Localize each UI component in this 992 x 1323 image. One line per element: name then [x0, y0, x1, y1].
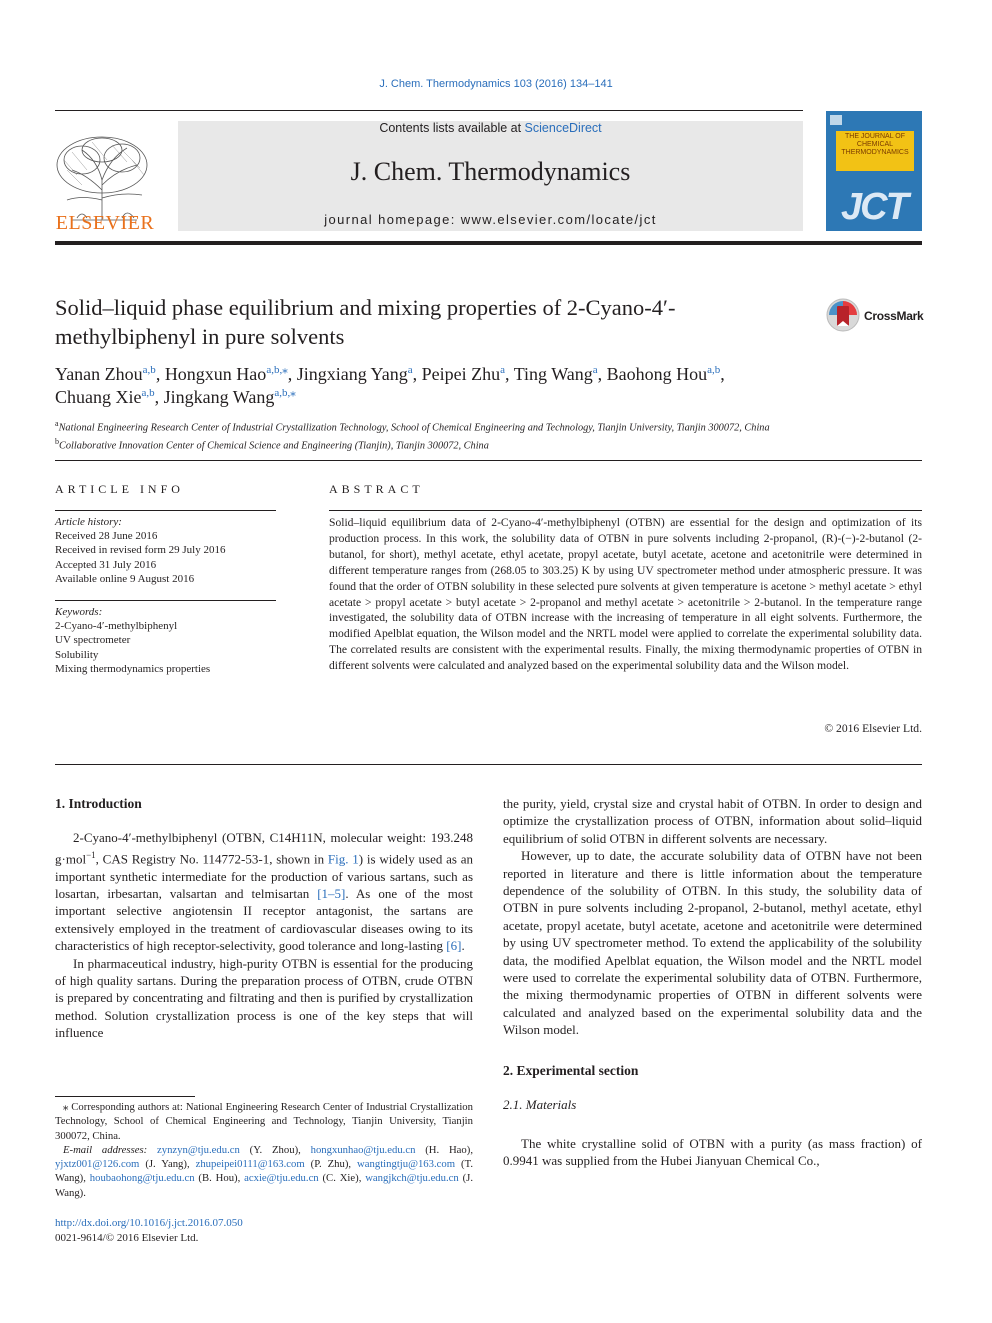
- article-info-heading: ARTICLE INFO: [55, 482, 184, 496]
- issn: 0021-9614/© 2016 Elsevier Ltd.: [55, 1231, 199, 1244]
- author-name[interactable]: Jingkang Wang: [163, 387, 275, 407]
- footnotes: [55, 1100, 473, 1200]
- reference-link[interactable]: [1–5]: [317, 885, 346, 901]
- email-owner: (J. Yang),: [139, 1158, 196, 1171]
- keyword-item: Solubility: [55, 648, 99, 661]
- abstract-rule: [329, 510, 922, 511]
- paragraph: 2-Cyano-4′-methylbiphenyl (OTBN, C14H11N, molecular weight: 193.248 g·mol$^{-1}$, CAS Registry No. 114772-53-1, shown in Fig. 1) is widely used as an important synthetic intermediate for the production of various sartans, such as losartan, irbesartan, valsartan and telmisartan [1–5]. As one of the most important selective angiotensin II receptor antagonist, the sartans are extensively employed in the treatment of cardiovascular diseases owing to its characteristics of high receptor-selectivity, good tolerance and long-lasting [6].: [55, 830, 474, 954]
- doi-block: [55, 1216, 243, 1245]
- abstract-copyright: © 2016 Elsevier Ltd.: [824, 722, 922, 735]
- body-column-left: [55, 795, 473, 1042]
- affiliation-b: $^b$Collaborative Innovation Center of Chemical Science and Engineering (Tianjin), Tianjin 300072, China: [55, 437, 489, 452]
- cover-publisher-icon: [830, 115, 842, 125]
- author-affiliation-marker[interactable]: a: [407, 364, 413, 376]
- author-affiliation-marker[interactable]: a: [592, 364, 598, 376]
- author-separator: ,: [155, 364, 165, 384]
- email-owner: (H. Hao),: [415, 1143, 473, 1156]
- author-name[interactable]: Hongxun Hao: [164, 364, 267, 384]
- crossmark-label: CrossMark: [864, 309, 924, 323]
- author-affiliation-marker[interactable]: a,b,⁎: [266, 364, 288, 376]
- doi-link[interactable]: http://dx.doi.org/10.1016/j.jct.2016.07.050: [55, 1217, 243, 1229]
- author-affiliation-marker[interactable]: a,b,⁎: [274, 387, 296, 399]
- author-separator: ,: [412, 364, 422, 384]
- author-name[interactable]: Peipei Zhu: [421, 364, 501, 384]
- journal-homepage: journal homepage: www.elsevier.com/locate/jct: [324, 212, 657, 227]
- keywords-label: Keywords:: [55, 606, 103, 618]
- figure-link[interactable]: Fig. 1: [327, 851, 359, 867]
- history-item: Available online 9 August 2016: [55, 572, 195, 585]
- keyword-item: 2-Cyano-4′-methylbiphenyl: [55, 620, 178, 633]
- email-link[interactable]: acxie@tju.edu.cn: [244, 1172, 319, 1185]
- author-separator: ,: [597, 364, 607, 384]
- history-item: Received in revised form 29 July 2016: [55, 544, 226, 557]
- body-column-right: [503, 795, 922, 1169]
- email-link[interactable]: wangtingtju@163.com: [357, 1158, 456, 1171]
- journal-title: J. Chem. Thermodynamics: [350, 157, 631, 186]
- crossmark-button[interactable]: [826, 298, 924, 334]
- keywords-rule: [55, 600, 276, 601]
- paragraph: the purity, yield, crystal size and crystal habit of OTBN. In order to design and optimize the crystallization process of OTBN, information about solid–liquid equilibrium of solid OTBN in different solvents are necessary.: [503, 796, 922, 846]
- corresponding-author-note: ⁎ Corresponding authors at: National Engineering Research Center of Industrial Crystallization Technology, School of Chemical Engineering and Technology, Tianjin University, Tianjin 300072, China.: [55, 1101, 473, 1142]
- reference-link[interactable]: [6]: [446, 938, 462, 954]
- author-affiliation-marker[interactable]: a,b: [141, 387, 155, 399]
- abstract-text: Solid–liquid equilibrium data of 2-Cyano-4′-methylbiphenyl (OTBN) are essential for the design and optimization of its production process. In this work, the solubility data of OTBN in pure solvents including 2-propanol, (R)-(−)-2-butanol (2-butanol, for short), methyl acetate, ethyl acetate, propyl acetate, butyl acetate, acetone and acetonitrile were determined in different temperature ranges from (268.05 to 303.25) K by using UV spectrometer method under atmospheric pressure. It was found that the order of OTBN solubility in these selected pure solvents at given temperature is acetone > methyl acetate > ethyl acetate > propyl acetate > butyl acetate > 2-propanol and methyl acetate > acetonitrile > 2-butanol. In the temperature range investigated, the solubility data of OTBN increase with the increasing of temperature in all eight solvents. Furthermore, the modified Apelblat equation, the Wilson model and the NRTL model were applied to correlate the experimental solubility data. The correlated results are consistent with the experimental results. Finally, the mixing thermodynamic properties of OTBN in different solvents were calculated and analyzed based on the experimental solubility data and the Wilson model.: [329, 516, 922, 673]
- email-link[interactable]: zhupeipei0111@163.com: [195, 1158, 305, 1171]
- email-owner: (C. Xie),: [318, 1172, 366, 1185]
- affiliations: [55, 417, 925, 454]
- section-heading-experimental: 2. Experimental section: [503, 1062, 639, 1078]
- article-info-rule: [55, 510, 276, 511]
- keyword-item: UV spectrometer: [55, 634, 131, 647]
- email-link[interactable]: houbaohong@tju.edu.cn: [89, 1172, 195, 1185]
- header-thick-rule: [55, 241, 922, 245]
- sciencedirect-link[interactable]: ScienceDirect: [524, 121, 602, 135]
- email-link[interactable]: hongxunhao@tju.edu.cn: [310, 1143, 416, 1156]
- email-owner: (B. Hou),: [194, 1172, 245, 1185]
- author-separator: ,: [154, 387, 164, 407]
- author-name[interactable]: Ting Wang: [513, 364, 593, 384]
- contents-line: Contents lists available at ScienceDirect: [379, 121, 602, 135]
- history-item: Accepted 31 July 2016: [55, 558, 157, 571]
- author-affiliation-marker[interactable]: a,b: [142, 364, 156, 376]
- crossmark-icon: [826, 298, 860, 332]
- paragraph: However, up to date, the accurate solubility data of OTBN have not been reported in literature and there is little information about the temperature dependence of the solubility of OTBN. In this study, the solubility data of OTBN in pure solvents including 2-propanol, 2-butanol, methyl acetate, ethyl acetate, propyl acetate, butyl acetate, acetone and acetonitrile were determined by using UV spectrometer method. To extend the applicability of the solubility data, the modified Apelblat equation, the Wilson model and the NRTL model were used to correlate the experimental solubility data of OTBN. Furthermore, the mixing thermodynamic properties of OTBN in different solvents were calculated and analyzed based on the experimental solubility data and the Wilson model.: [503, 848, 922, 1038]
- subsection-heading-materials: 2.1. Materials: [503, 1097, 577, 1113]
- keywords: [55, 605, 276, 676]
- author-name[interactable]: Yanan Zhou: [55, 364, 143, 384]
- cover-title: THE JOURNAL OF CHEMICAL THERMODYNAMICS: [841, 133, 909, 156]
- email-label: E-mail addresses:: [63, 1143, 148, 1156]
- journal-citation[interactable]: J. Chem. Thermodynamics 103 (2016) 134–141: [379, 78, 613, 90]
- email-addresses: [55, 1143, 473, 1200]
- section-rule: [55, 460, 922, 461]
- history-item: Received 28 June 2016: [55, 530, 158, 543]
- footnote-rule: [55, 1096, 195, 1097]
- cover-logo: JCT: [841, 186, 907, 228]
- affiliation-a: $^a$National Engineering Research Center of Industrial Crystallization Technology, School of Chemical Engineering and Technology, Tianjin University, Tianjin 300072, China: [55, 419, 770, 434]
- article-history: [55, 515, 276, 586]
- email-owner: (J. Wang).: [55, 1172, 474, 1199]
- history-label: Article history:: [55, 516, 122, 528]
- email-owner: (Y. Zhou),: [239, 1143, 311, 1156]
- keyword-item: Mixing thermodynamics properties: [55, 662, 211, 675]
- homepage-link[interactable]: www.elsevier.com/locate/jct: [460, 212, 657, 227]
- author-name[interactable]: Baohong Hou: [606, 364, 708, 384]
- email-link[interactable]: yjxtz001@126.com: [55, 1158, 140, 1171]
- body-rule: [55, 764, 922, 765]
- section-heading-introduction: 1. Introduction: [55, 796, 142, 811]
- author-separator: ,: [287, 364, 297, 384]
- author-name[interactable]: Jingxiang Yang: [296, 364, 408, 384]
- author-name[interactable]: Chuang Xie: [55, 387, 142, 407]
- email-owner: (T. Wang),: [55, 1158, 474, 1185]
- author-affiliation-marker[interactable]: a,b: [707, 364, 721, 376]
- email-link[interactable]: zynzyn@tju.edu.cn: [157, 1143, 240, 1156]
- author-affiliation-marker[interactable]: a: [500, 364, 505, 376]
- author-separator: ,: [720, 364, 725, 384]
- article-title: Solid–liquid phase equilibrium and mixing properties of 2-Cyano-4′-methylbiphenyl in pure solvents: [55, 295, 676, 349]
- author-list: [55, 363, 925, 409]
- abstract-heading: ABSTRACT: [329, 482, 424, 496]
- paragraph: The white crystalline solid of OTBN with a purity (as mass fraction) of 0.9941 was supplied from the Hubei Jianyuan Chemical Co.,: [503, 1135, 922, 1168]
- publisher-logo-text[interactable]: ELSEVIER: [55, 212, 155, 234]
- paragraph: In pharmaceutical industry, high-purity OTBN is essential for the producing of high quality sartans. During the preparation process of OTBN, crude OTBN is prepared by concentrating and filtrating and then is purified by crystallization method. Solution crystallization process is one of the key steps that will influence: [55, 955, 473, 1041]
- author-separator: ,: [505, 364, 514, 384]
- journal-cover-image[interactable]: [826, 111, 922, 231]
- email-owner: (P. Zhu),: [304, 1158, 358, 1171]
- header-rule: [55, 110, 803, 111]
- email-link[interactable]: wangjkch@tju.edu.cn: [365, 1172, 459, 1185]
